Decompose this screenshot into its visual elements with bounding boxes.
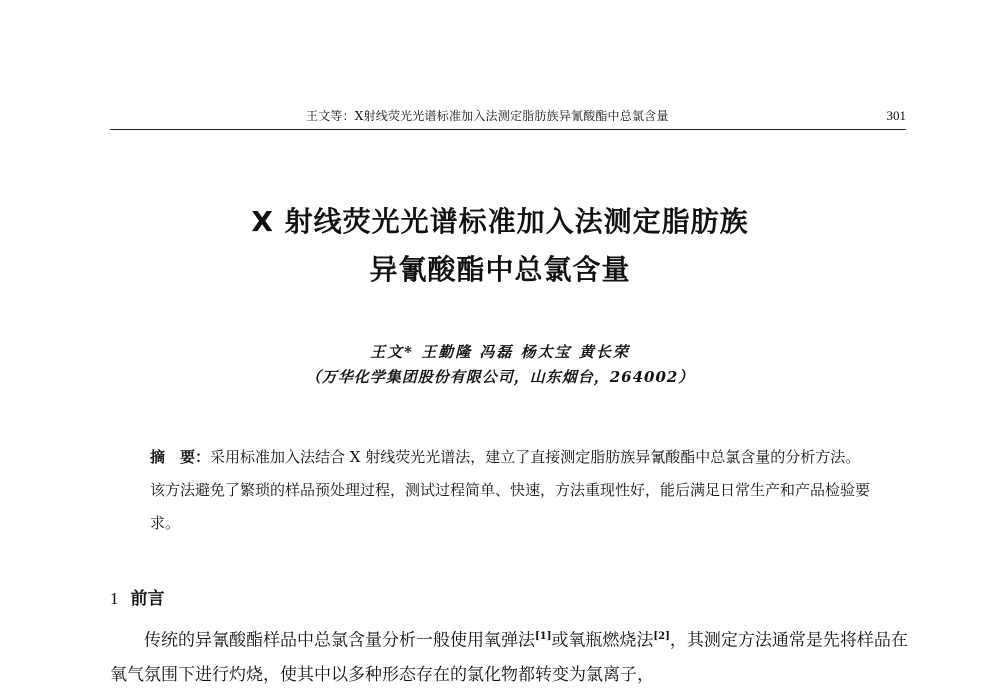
section-number: 1 [110,589,119,608]
section-title: 前言 [130,589,165,609]
body-segment-3: ，其测定方法通常是先将样品在氧气氛围下进行灼烧，使其中以多种形态存在的氯化物都转变为氯离子， [110,630,908,685]
introduction-paragraph [110,620,910,692]
running-head-title: 王文等：X射线荧光光谱标准加入法测定脂肪族异氰酸酯中总氯含量 [306,109,669,123]
paper-title-line-1: X 射线荧光光谱标准加入法测定脂肪族 [251,205,749,238]
header-rule [110,129,906,130]
abstract-label: 摘 要： [150,448,211,466]
paper-title [0,198,1000,294]
body-segment-2: 或氧瓶燃烧法 [551,630,654,651]
paragraph-1 [110,620,910,692]
section-heading-introduction [110,586,165,612]
page-number: 301 [886,108,906,123]
author-list: 王文* 王勤隆 冯磊 杨太宝 黄长荣 [370,343,630,361]
citation-1[interactable]: [1] [535,631,552,642]
citation-2[interactable]: [2] [653,631,670,642]
abstract-text: 采用标准加入法结合 X 射线荧光光谱法，建立了直接测定脂肪族异氰酸酯中总氯含量的分析方法。该方法避免了繁琐的样品预处理过程，测试过程简单、快速，方法重现性好，能后满足日常生产和产品检验要求。 [150,448,871,532]
affiliation: （万华化学集团股份有限公司，山东烟台，264002） [305,368,695,386]
paper-title-line-2: 异氰酸酯中总氯含量 [369,253,631,286]
abstract [150,441,870,540]
body-segment-1: 传统的异氰酸酯样品中总氯含量分析一般使用氧弹法 [144,630,535,651]
